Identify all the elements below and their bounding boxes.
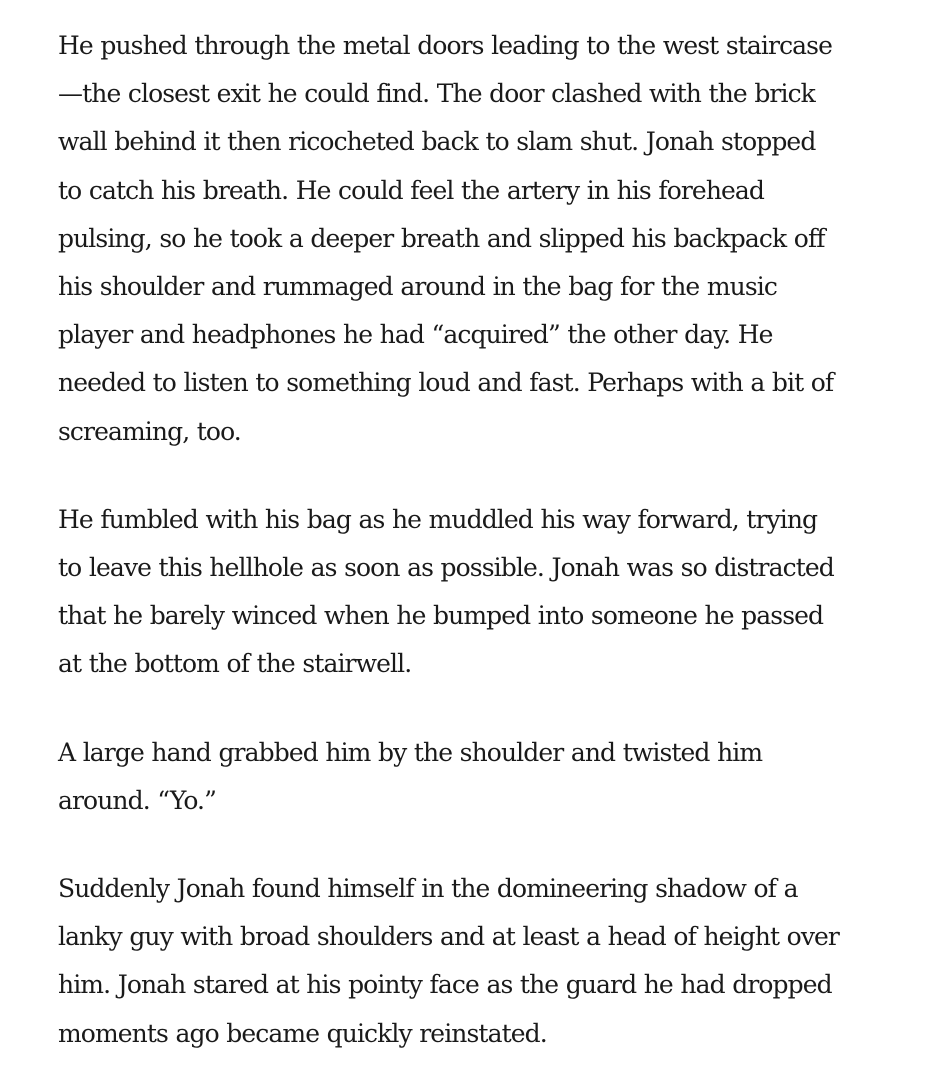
- paragraph-2: [58, 496, 890, 689]
- text-line: screaming, too.: [58, 416, 241, 446]
- text-line: He pushed through the metal doors leading to the west staircase: [58, 31, 832, 60]
- text-line: A large hand grabbed him by the shoulder and twisted him: [58, 737, 763, 767]
- text-line: moments ago became quickly reinstated.: [58, 1018, 547, 1048]
- text-line: needed to listen to something loud and fast. Perhaps with a bit of: [58, 368, 834, 398]
- paragraph-1: [58, 22, 890, 456]
- text-line: around. “Yo.”: [58, 785, 216, 815]
- text-line: at the bottom of the stairwell.: [58, 649, 412, 679]
- text-line: that he barely winced when he bumped into someone he passed: [58, 601, 824, 631]
- text-line: him. Jonah stared at his pointy face as the guard he had dropped: [58, 970, 832, 1000]
- text-line: Suddenly Jonah found himself in the domineering shadow of a: [58, 874, 798, 904]
- text-line: lanky guy with broad shoulders and at least a head of height over: [58, 922, 839, 952]
- text-line: pulsing, so he took a deeper breath and slipped his backpack off: [58, 223, 825, 253]
- text-line: wall behind it then ricocheted back to slam shut. Jonah stopped: [58, 127, 816, 157]
- text-line: to leave this hellhole as soon as possible. Jonah was so distracted: [58, 553, 834, 583]
- text-line: player and headphones he had “acquired” the other day. He: [58, 320, 773, 350]
- text-line: his shoulder and rummaged around in the bag for the music: [58, 272, 777, 302]
- text-line: He fumbled with his bag as he muddled his way forward, trying: [58, 504, 818, 534]
- paragraph-4: [58, 865, 890, 1058]
- text-line: —the closest exit he could find. The door clashed with the brick: [58, 79, 815, 109]
- text-line: to catch his breath. He could feel the artery in his forehead: [58, 175, 765, 205]
- paragraph-3: [58, 729, 890, 825]
